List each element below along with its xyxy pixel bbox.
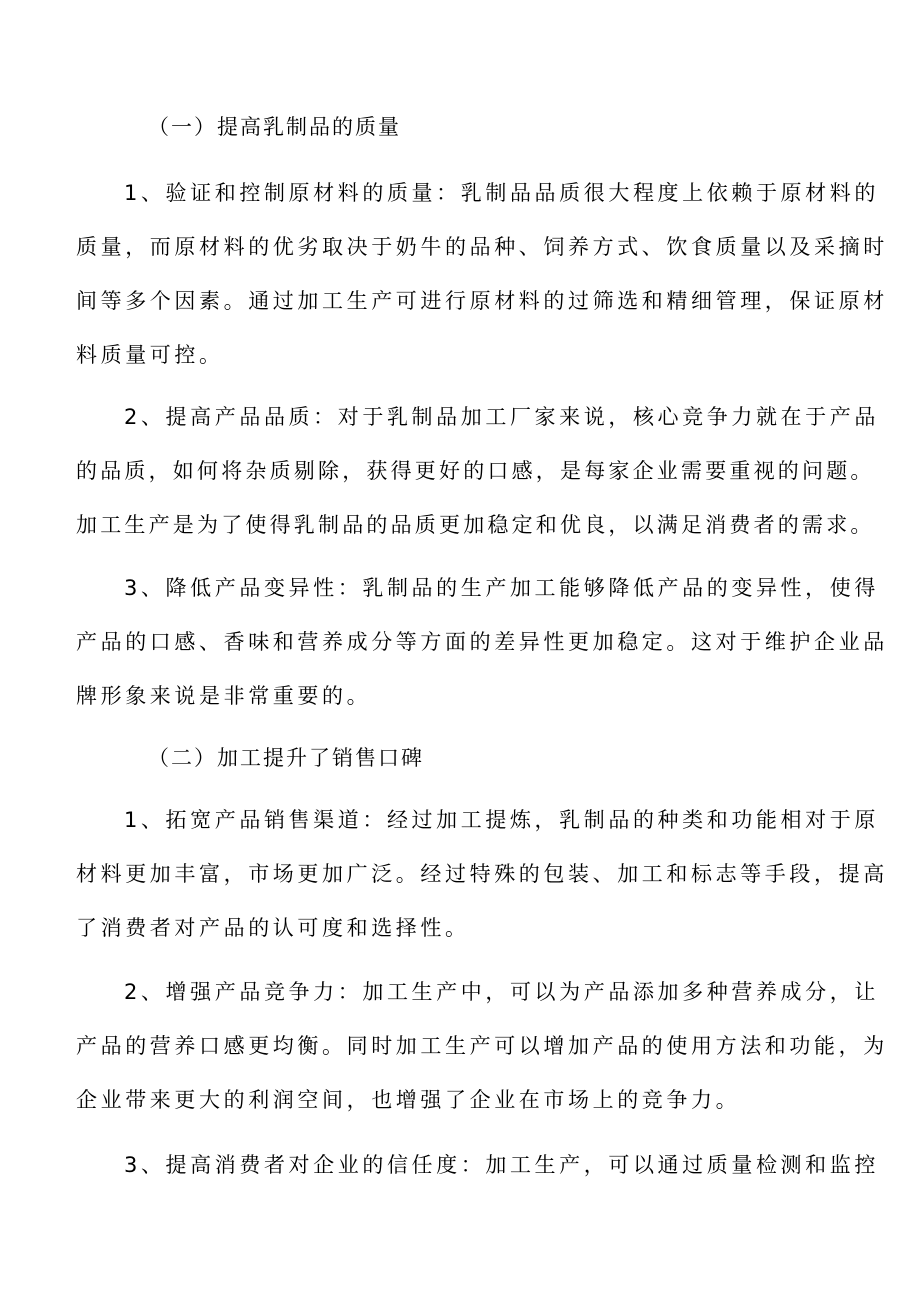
paragraph-2-line-2: 的品质，如何将杂质剔除，获得更好的口感，是每家企业需要重视的问题。 <box>76 459 875 483</box>
paragraph-2-line-3: 加工生产是为了使得乳制品的品质更加稳定和优良，以满足消费者的需求。 <box>76 513 875 537</box>
paragraph-3-line-1: 3、降低产品变异性：乳制品的生产加工能够降低产品的变异性，使得 <box>124 576 879 600</box>
paragraph-3-line-2: 产品的口感、香味和营养成分等方面的差异性更加稳定。这对于维护企业品 <box>76 630 888 654</box>
paragraph-3-line-3: 牌形象来说是非常重要的。 <box>76 684 372 708</box>
paragraph-6-line-1: 3、提高消费者对企业的信任度：加工生产，可以通过质量检测和监控 <box>124 1153 879 1177</box>
paragraph-5-line-2: 产品的营养口感更均衡。同时加工生产可以增加产品的使用方法和功能，为 <box>76 1034 888 1058</box>
paragraph-2-line-1: 2、提高产品品质：对于乳制品加工厂家来说，核心竞争力就在于产品 <box>124 405 879 429</box>
paragraph-5-line-3: 企业带来更大的利润空间，也增强了企业在市场上的竞争力。 <box>76 1088 741 1112</box>
paragraph-1-line-3: 间等多个因素。通过加工生产可进行原材料的过筛选和精细管理，保证原材 <box>76 289 888 313</box>
paragraph-1-line-2: 质量，而原材料的优劣取决于奶牛的品种、饲养方式、饮食质量以及采摘时 <box>76 235 888 259</box>
paragraph-1-line-4: 料质量可控。 <box>76 343 224 367</box>
paragraph-4-line-1: 1、拓宽产品销售渠道：经过加工提炼，乳制品的种类和功能相对于原 <box>124 808 879 832</box>
paragraph-4-line-2: 材料更加丰富，市场更加广泛。经过特殊的包装、加工和标志等手段，提高 <box>76 862 888 886</box>
paragraph-4-line-3: 了消费者对产品的认可度和选择性。 <box>76 916 470 940</box>
section-heading-2: （二）加工提升了销售口碑 <box>148 746 424 770</box>
paragraph-1-line-1: 1、验证和控制原材料的质量：乳制品品质很大程度上依赖于原材料的 <box>124 181 879 205</box>
paragraph-5-line-1: 2、增强产品竞争力：加工生产中，可以为产品添加多种营养成分，让 <box>124 980 879 1004</box>
section-heading-1: （一）提高乳制品的质量 <box>148 115 401 139</box>
